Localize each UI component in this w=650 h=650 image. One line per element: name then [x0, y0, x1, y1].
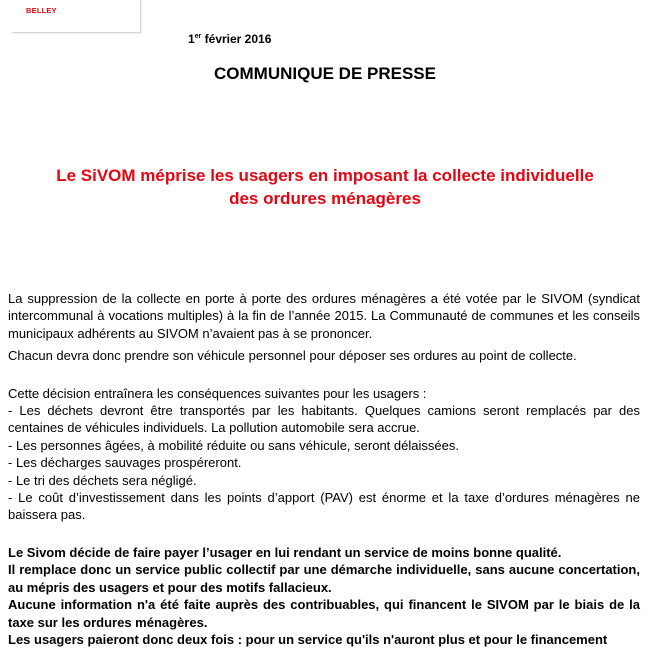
paragraph: Chacun devra donc prendre son véhicule personnel pour déposer ses ordures au point de collecte.: [8, 348, 577, 364]
bold-paragraph: Le Sivom décide de faire payer l’usager en lui rendant un service de moins bonne qualité.: [8, 544, 562, 560]
date-day: 1: [188, 32, 195, 46]
headline: [20, 164, 630, 210]
consequence-item: - Les décharges sauvages prospéreront.: [8, 455, 242, 471]
date-rest: février 2016: [201, 32, 272, 46]
bold-paragraph: Il remplace donc un service public collectif par une démarche individuelle, sans aucune concertation, au mépris des usagers et pour des motifs fallacieux.: [8, 562, 640, 595]
date-ordinal: er: [194, 33, 202, 40]
bold-paragraph: Aucune information n'a été faite auprès des contribuables, qui financent le SIVOM par le biais de la taxe sur les ordures ménagères.: [8, 597, 640, 630]
paragraph: La suppression de la collecte en porte à porte des ordures ménagères a été votée par le SIVOM (syndicat intercommunal à vocations multiples) à la fin de l’année 2015. La Communauté de communes et les conseils municipaux adhérents au SIVOM n’avaient pas à se prononcer.: [8, 291, 640, 341]
consequence-item: - Le coût d’investissement dans les points d’apport (PAV) est énorme et la taxe d’ordures ménagères ne baissera pas.: [8, 490, 640, 523]
consequence-item: - Le tri des déchets sera négligé.: [8, 472, 197, 488]
press-release-date: [188, 32, 271, 46]
consequence-item: - Les déchets devront être transportés par les habitants. Quelques camions seront remplacés par des centaines de véhicules individuels. La pollution automobile sera accrue.: [8, 403, 640, 436]
body-text: [8, 290, 640, 648]
headline-line-1: Le SiVOM méprise les usagers en imposant la collecte individuelle: [56, 166, 594, 185]
logo-text: BELLEY: [26, 6, 57, 15]
headline-line-2: des ordures ménagères: [229, 189, 421, 208]
consequences-intro: Cette décision entraînera les conséquences suivantes pour les usagers :: [8, 385, 427, 401]
consequence-item: - Les personnes âgées, à mobilité réduite ou sans véhicule, seront délaissées.: [8, 437, 459, 453]
page-title: COMMUNIQUE DE PRESSE: [214, 64, 436, 83]
bold-paragraph: Les usagers paieront donc deux fois : pour un service qu'ils n'auront plus et pour le financement: [8, 631, 608, 647]
logo-badge: [12, 0, 141, 33]
